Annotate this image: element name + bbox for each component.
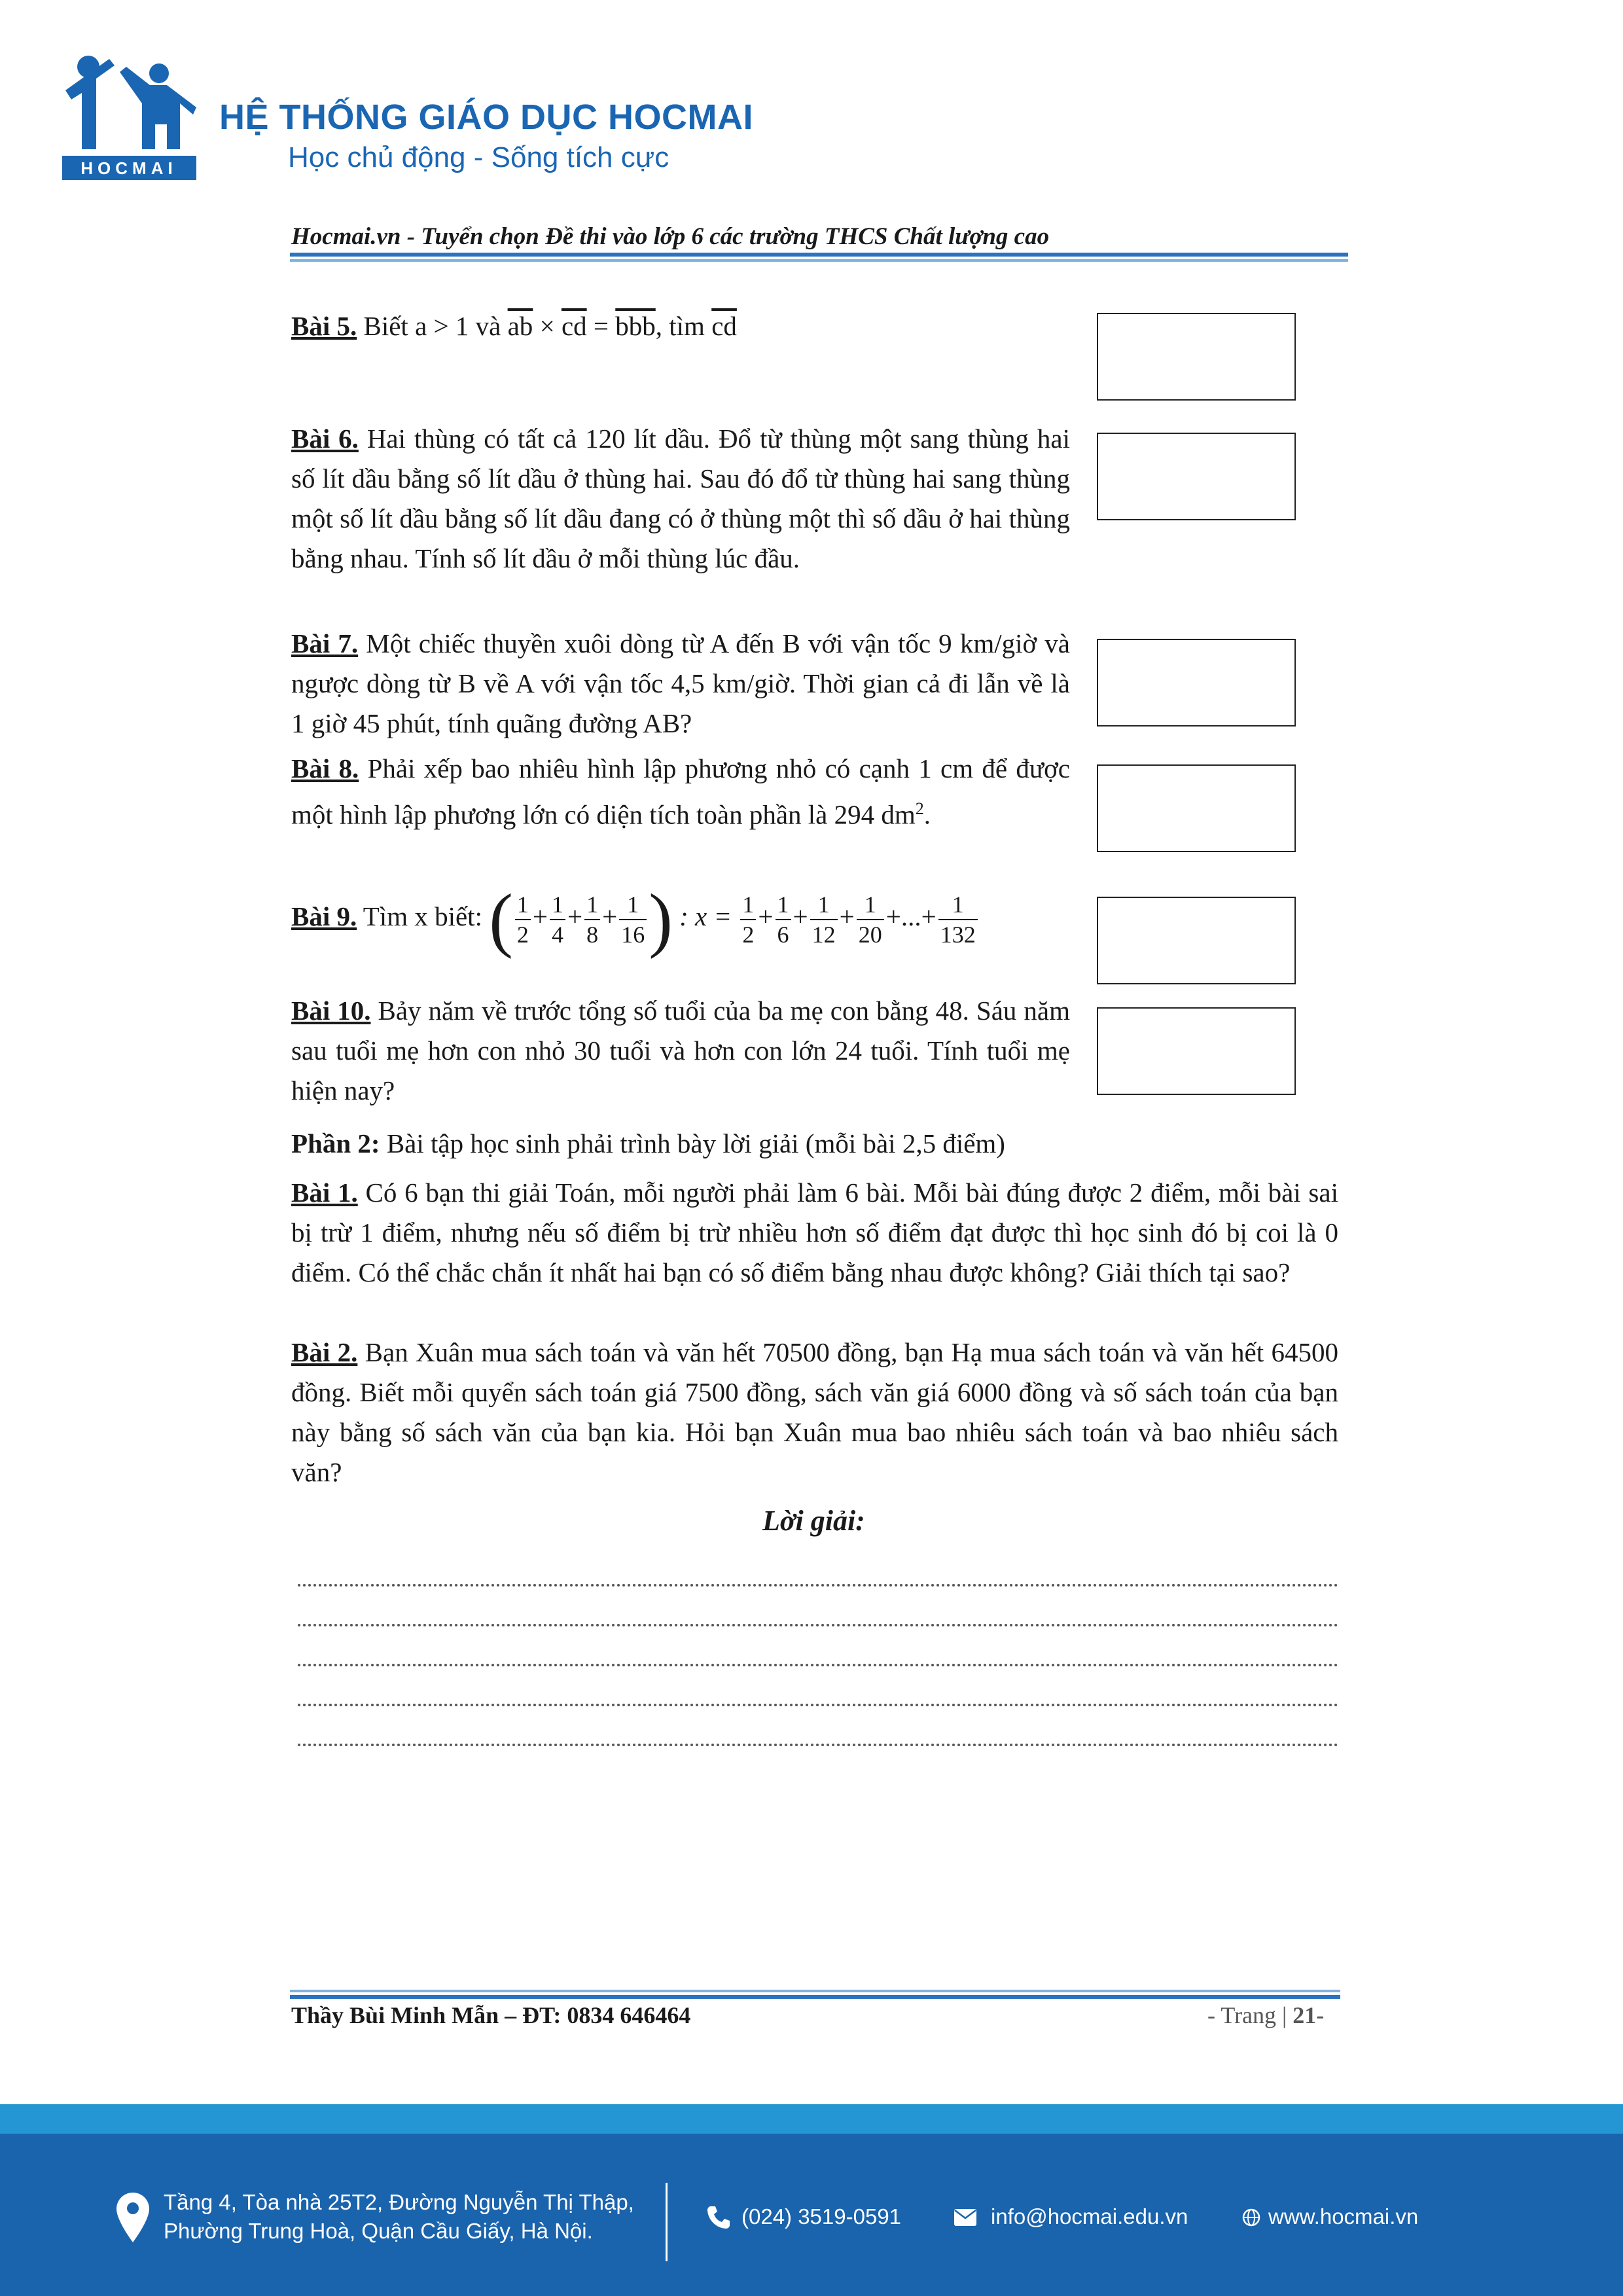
solution-title: Lời giải: — [762, 1505, 865, 1537]
answer-line[interactable] — [298, 1584, 1338, 1587]
paren-close: ) — [649, 879, 673, 960]
answer-box-7[interactable] — [1097, 639, 1296, 726]
problem-7 — [291, 624, 1070, 744]
fraction: $\frac{1}{6}$ — [776, 890, 791, 949]
logo-text: HOCMAI — [80, 158, 177, 178]
math-operator: + — [567, 901, 583, 931]
paren-open: ( — [489, 879, 513, 960]
overline-number: $\overline{bbb}$ — [615, 311, 656, 341]
address-line-1: Tầng 4, Tòa nhà 25T2, Đường Nguyễn Thị Thập, — [164, 2190, 634, 2214]
math-operator: + — [532, 901, 548, 931]
answer-box-9[interactable] — [1097, 897, 1296, 984]
phone-number[interactable]: (024) 3519-0591 — [741, 2204, 902, 2229]
problem-text: . — [923, 799, 931, 830]
math-operator: +...+ — [885, 901, 936, 931]
footer-band-accent — [0, 2104, 1623, 2134]
phone-icon — [705, 2204, 732, 2231]
part2-problem-2 — [291, 1333, 1338, 1492]
problem-10 — [291, 991, 1070, 1111]
teacher-info: Thầy Bùi Minh Mẫn – ĐT: 0834 646464 — [291, 2002, 691, 2028]
problem-8 — [291, 749, 1070, 835]
part-label: Phần 2: — [291, 1128, 380, 1158]
math-operator: : x = — [672, 901, 739, 931]
address-line-2: Phường Trung Hoà, Quận Cầu Giấy, Hà Nội. — [164, 2219, 593, 2243]
problem-text: Biết a > 1 và — [357, 311, 508, 341]
footer-rule — [290, 1995, 1340, 1999]
hocmai-logo — [62, 52, 196, 180]
part-2-heading — [291, 1124, 1338, 1164]
header-rule-thin — [290, 259, 1348, 262]
problem-text: Bảy năm về trước tổng số tuổi của ba mẹ con bằng 48. Sáu năm sau tuổi mẹ hơn con nhỏ 30 tuổi và hơn con lớn 24 tuổi. Tính tuổi mẹ hiện nay? — [291, 996, 1070, 1105]
math-operator: + — [602, 901, 618, 931]
answer-box-5[interactable] — [1097, 313, 1296, 401]
fraction: $\frac{1}{2}$ — [740, 890, 756, 949]
location-icon — [116, 2193, 149, 2242]
answer-box-8[interactable] — [1097, 764, 1296, 852]
math-operator: + — [758, 901, 774, 931]
overline-number: $\overline{ab}$ — [507, 311, 533, 341]
math-operator: × — [533, 311, 562, 341]
answer-line[interactable] — [298, 1624, 1338, 1626]
page-number: - Trang | 21- — [1207, 2002, 1325, 2028]
problem-text: Tìm x biết: — [357, 901, 490, 931]
globe-icon — [1242, 2208, 1260, 2227]
problem-label: Bài 7. — [291, 628, 359, 658]
problem-label: Bài 1. — [291, 1177, 358, 1208]
fraction: $\frac{1}{2}$ — [515, 890, 531, 949]
part2-problem-1 — [291, 1173, 1338, 1293]
problem-label: Bài 5. — [291, 311, 357, 341]
problem-text: , tìm — [655, 311, 712, 341]
problem-label: Bài 6. — [291, 423, 359, 454]
math-operator: + — [839, 901, 855, 931]
answer-box-6[interactable] — [1097, 433, 1296, 520]
brand-title: HỆ THỐNG GIÁO DỤC HOCMAI — [219, 98, 753, 137]
problem-label: Bài 8. — [291, 753, 359, 783]
problem-label: Bài 2. — [291, 1337, 358, 1367]
problem-label: Bài 10. — [291, 996, 371, 1026]
running-header: Hocmai.vn - Tuyển chọn Đề thi vào lớp 6 các trường THCS Chất lượng cao — [291, 223, 1050, 250]
answer-line[interactable] — [298, 1704, 1338, 1706]
problem-text: Bạn Xuân mua sách toán và văn hết 70500 đồng, bạn Hạ mua sách toán và văn hết 64500 đồng. Biết mỗi quyển sách toán giá 7500 đồng, sách văn giá 6000 đồng và số sách toán của bạn này bằng số sách văn của bạn kia. Hỏi bạn Xuân mua bao nhiêu sách toán và bao nhiêu sách văn? — [291, 1337, 1338, 1487]
problem-6 — [291, 419, 1070, 579]
overline-number: $\overline{cd}$ — [711, 311, 737, 341]
answer-line[interactable] — [298, 1664, 1338, 1666]
footer-rule-thin — [290, 1990, 1340, 1992]
math-operator: + — [793, 901, 808, 931]
footer-divider — [666, 2183, 668, 2261]
problem-9 — [291, 879, 1070, 960]
email-address[interactable]: info@hocmai.edu.vn — [991, 2204, 1188, 2229]
fraction: $\frac{1}{12}$ — [810, 890, 838, 949]
problem-text: Phải xếp bao nhiêu hình lập phương nhỏ có cạnh 1 cm để được một hình lập phương lớn có diện tích toàn phần là 294 dm — [291, 753, 1070, 830]
fraction: $\frac{1}{8}$ — [584, 890, 600, 949]
website-link[interactable]: www.hocmai.vn — [1268, 2204, 1419, 2229]
problem-text: Hai thùng có tất cả 120 lít dầu. Đổ từ thùng một sang thùng hai số lít dầu bằng số lít dầu ở thùng hai. Sau đó đổ từ thùng hai sang thùng một số lít dầu bằng số lít dầu đang có ở thùng một thì số dầu ở hai thùng bằng nhau. Tính số lít dầu ở mỗi thùng lúc đầu. — [291, 423, 1070, 573]
answer-box-10[interactable] — [1097, 1007, 1296, 1095]
problem-text: Một chiếc thuyền xuôi dòng từ A đến B với vận tốc 9 km/giờ và ngược dòng từ B về A với vận tốc 4,5 km/giờ. Thời gian cả đi lẫn về là 1 giờ 45 phút, tính quãng đường AB? — [291, 628, 1070, 738]
superscript: 2 — [915, 799, 924, 818]
header-rule — [290, 253, 1348, 257]
problem-label: Bài 9. — [291, 901, 357, 931]
email-icon — [954, 2209, 976, 2226]
fraction: $\frac{1}{16}$ — [619, 890, 647, 949]
overline-number: $\overline{cd}$ — [561, 311, 587, 341]
fraction: $\frac{1}{20}$ — [857, 890, 884, 949]
brand-slogan: Học chủ động - Sống tích cực — [288, 141, 669, 173]
problem-text: Có 6 bạn thi giải Toán, mỗi người phải làm 6 bài. Mỗi bài đúng được 2 điểm, mỗi bài sai bị trừ 1 điểm, nhưng nếu số điểm bị trừ nhiều hơn số điểm đạt được thì học sinh đó bị coi là 0 điểm. Có thể chắc chắn ít nhất hai bạn có số điểm bằng nhau được không? Giải thích tại sao? — [291, 1177, 1338, 1287]
part-description: Bài tập học sinh phải trình bày lời giải (mỗi bài 2,5 điểm) — [380, 1128, 1005, 1158]
fraction: $\frac{1}{132}$ — [938, 890, 978, 949]
answer-line[interactable] — [298, 1744, 1338, 1746]
math-operator: = — [586, 311, 616, 341]
fraction: $\frac{1}{4}$ — [550, 890, 565, 949]
problem-5 — [291, 306, 1070, 346]
